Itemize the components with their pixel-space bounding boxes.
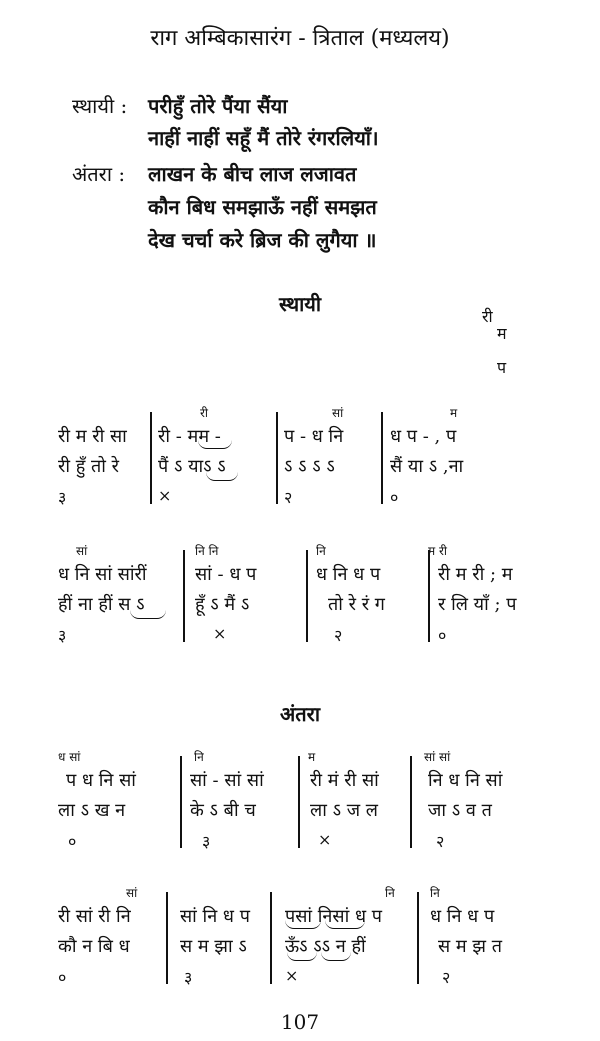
grace-note: म [450,406,458,420]
sthayi-line-2: नाहीं नाहीं सहूँ मैं तोरे रंगरलियाँ। [148,126,379,150]
bar-line [428,550,430,642]
bol-line: स म झा ऽ [180,936,247,957]
tali-mark: ० [58,968,67,987]
bol-line: जा ऽ व त [428,800,492,821]
bar-line [183,550,185,642]
swara-line: प - ध नि [284,426,344,447]
swara-line: री मं री सां [310,770,379,791]
slur-mark [321,952,351,961]
swara-line: ध नि सां सांरीं [58,564,147,585]
tali-mark: २ [334,626,343,645]
bar-line [298,756,300,848]
swara-line: सां नि ध प [180,906,250,927]
bol-line: स म झ त [438,936,502,957]
bol-line: पैं ऽ याऽ ऽ [158,456,226,477]
bol-line: ला ऽ ज ल [310,800,378,821]
bol-line: र लि याँ ; प [438,594,517,615]
swara-line: प ध नि सां [66,770,136,791]
vibhag-cell [430,884,540,994]
vibhag-cell [285,884,415,994]
vibhag-cell [58,748,168,858]
swara-line: री म री सा [58,426,127,447]
bar-line [417,892,419,984]
vibhag-cell [58,884,168,994]
swara-line: सां - सां सां [190,770,264,791]
vibhag-cell [316,542,416,652]
vibhag-cell [284,404,379,514]
tali-mark: २ [436,832,445,851]
notation-row-4 [0,884,600,994]
swara-line: री - मम - [158,426,221,447]
sthayi-heading: स्थायी [278,292,322,316]
grace-note: नि [194,750,204,764]
pickup-note-2: म [497,324,507,343]
tali-mark: ३ [58,488,67,507]
tali-mark: २ [284,488,293,507]
swara-line: ध नि ध प [430,906,495,927]
bar-line [276,412,278,504]
grace-note: सां [126,886,138,900]
grace-note: सां [76,544,88,558]
bar-line [306,550,308,642]
swara-line: री म री ; म [438,564,513,585]
bar-line [150,412,152,504]
antara-line-3: देख चर्चा करे ब्रिज की लुगैया ॥ [148,228,377,252]
tali-mark: २ [442,968,451,987]
antara-heading: अंतरा [279,702,321,726]
bar-line [270,892,272,984]
grace-note: सां [332,406,344,420]
vibhag-cell [190,748,290,858]
grace-note: सां सां [424,750,451,764]
bol-line: हीं ना हीं स ऽ [58,594,145,615]
swara-line: ध प - , प [390,426,457,447]
notation-row-2 [0,542,600,652]
vibhag-cell [310,748,410,858]
slur-mark [130,610,166,619]
vibhag-cell [195,542,295,652]
vibhag-cell [158,404,273,514]
grace-note: ध सां [58,750,81,764]
grace-note: नि [430,886,440,900]
antara-line-1: लाखन के बीच लाज लजावत [148,162,357,186]
bol-line: हूँ ऽ मैं ऽ [195,594,250,615]
slur-mark [285,920,321,929]
bar-line [410,756,412,848]
bol-line: तो रे रं ग [328,594,385,615]
bol-line: के ऽ बी च [190,800,256,821]
swara-line: ध नि ध प [316,564,381,585]
swara-line: पसां निसां ध प [285,906,382,927]
page-title: राग अम्बिकासारंग - त्रिताल (मध्यलय) [150,26,450,51]
tali-mark: ० [68,832,77,851]
slur-mark [287,952,317,961]
swara-line: नि ध नि सां [428,770,503,791]
slur-mark [325,920,365,929]
vibhag-cell [428,542,548,652]
notation-row-3 [0,748,600,858]
tali-mark: ३ [184,968,193,987]
bar-line [381,412,383,504]
grace-note: नि [385,886,395,900]
vibhag-cell [58,404,148,514]
tali-mark: ० [438,626,447,645]
sthayi-label: स्थायी : [72,94,128,118]
antara-label: अंतरा : [72,162,126,186]
grace-note: री [200,406,209,420]
vibhag-cell [424,748,548,858]
bol-line: ला ऽ ख न [58,800,126,821]
vibhag-cell [390,404,490,514]
grace-note: नि [316,544,326,558]
grace-note: म री [428,544,448,558]
vibhag-cell [180,884,270,994]
swara-line: री सां री नि [58,906,131,927]
sthayi-line-1: परीहुँ तोरे पैंया सैंया [148,94,288,118]
bol-line: कौ न बि ध [58,936,130,957]
vibhag-cell [58,542,178,652]
slur-mark [206,472,238,481]
bol-line: सैं या ऽ ,ना [390,456,464,477]
antara-line-2: कौन बिध समझाऊँ नहीं समझत [148,195,377,219]
bol-line: री हुँ तो रे [58,456,120,477]
grace-note: नि नि [195,544,219,558]
tali-mark: × [213,624,227,643]
tali-mark: ३ [58,626,67,645]
bar-line [166,892,168,984]
tali-mark: × [285,966,299,985]
pickup-note-3: प [497,358,507,377]
slur-mark [198,440,232,449]
bol-line: ऊँऽ ऽऽ न हीं [285,936,366,957]
tali-mark: × [158,486,172,505]
tali-mark: ३ [202,832,211,851]
pickup-note-1: री [482,307,493,326]
page-number: 107 [280,1010,320,1034]
notation-row-1 [0,404,600,514]
swara-line: सां - ध प [195,564,257,585]
grace-note: म [308,750,316,764]
bol-line: ऽ ऽ ऽ ऽ [284,456,335,477]
tali-mark: × [318,830,332,849]
tali-mark: ० [390,488,399,507]
bar-line [180,756,182,848]
